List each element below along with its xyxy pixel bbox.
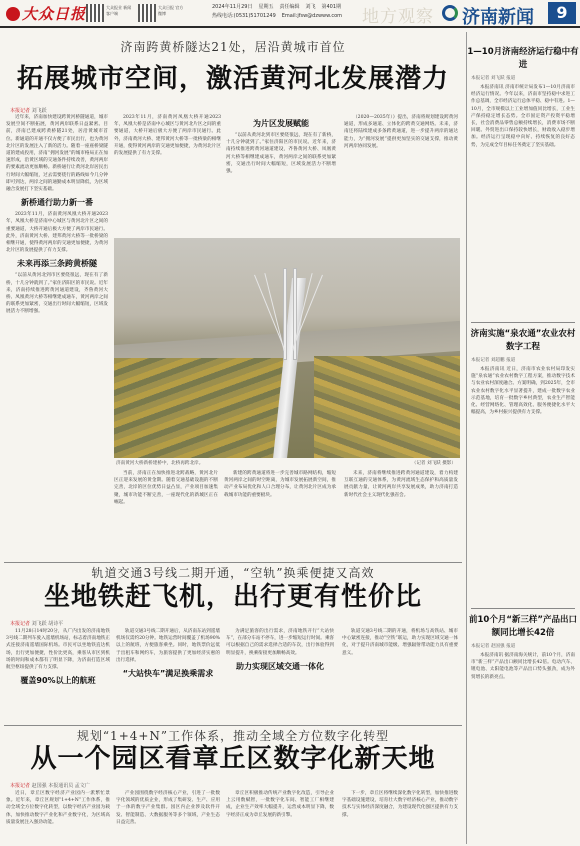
article3-byline [10,782,90,789]
article3-column-2 [116,790,220,846]
qr-caption-2: 大众日报 官方微博 [158,5,184,16]
sidebar-story-3-byline: 本报记者 赵国强 报道 [471,644,516,649]
article2-column-3 [226,628,334,723]
article3-column-1 [6,790,110,846]
byline-name: 刘飞跃 胡诗平 [31,621,64,627]
photo-credit: （记者 刘飞跃 摄影） [411,461,456,466]
article3-kicker: 规划“1+4+N”工作体系，推动全域全方位数字化转型 [76,729,390,743]
sidebar-story-2 [467,328,579,602]
section-swirl-icon [442,5,458,21]
article1-column-5 [114,470,218,560]
article1-paragraph: 2023年11月，济南黄河凤凰大桥开通2023年，凤凰大桥是济南中心城区与黄河北片区之间的重要通道，大桥开通后极大方便了两岸市民通行。此外，济南黄河大桥、建邦黄河大桥等一批桥梁的相继开通，使得黄河两岸的交通更加便捷，为黄河北片区的发展提供了有力支撑。 [114,115,221,157]
article1-paragraph: 2023年11月，济南黄河凤凰大桥开通2023年，凤凰大桥是济南中心城区与黄河北片区之间的重要通道，大桥开通后极大方便了两岸市民通行。此外，济南黄河大桥、建邦黄河大桥等一批桥梁的相继开通，使得黄河两岸的交通更加便捷，为黄河北片区的发展提供了有力支撑。 [6,212,108,254]
article2-kicker: 轨道交通3号线二期开通，“空轨”换乘便捷又高效 [91,566,375,580]
sidebar-story-1-byline: 本报记者 刘飞跃 报道 [471,76,516,81]
byline-label: 本报记者 [10,108,31,114]
article1-subhead-3: 为片区发展赋能 [253,119,309,128]
issue-number: 第401期 [321,4,342,10]
article1-paragraph: “以前从黄河北到市区要绕很远，现在有了新桥，十几分钟就到了。”家住济阳区的市民说。近年来，济南持续推进跨黄河通道建设，齐鲁黄河大桥、凤凰黄河大桥等相继建成通车，黄河两岸之间的联系更加紧密，交通出行时间大幅缩短，区域发展活力不断增强。 [6,273,108,315]
article1-paragraph: 未来，济南将继续推进跨黄河通道建设，着力构建互联互通的交通体系，为黄河流域生态保护和高质量发展贡献力量，让黄河两岸共享发展成果，助力济南打造新时代社会主义现代化强省会。 [344,471,458,498]
article1-paragraph: （2020—2035年）》提出，济南将规划建设跨黄河通道，形成多通道、立体化的跨黄交通网络。未来，济南还将陆续建成多条跨黄通道，进一步提升两岸的通达能力，为“拥河发展”提供更加坚实的交通支撑，推动黄河两岸协同发展。 [344,115,458,149]
article2-subhead-2: “大站快车”满足换乘需求 [122,669,214,679]
article2-paragraph: 轨道交通3号线二期开通后，从济南东站到遥墙机场仅需约20分钟。地铁运营时间覆盖了机场90%以上的航班，方便旅客乘坐。同时，地铁票价远低于出租车和网约车，为旅客提供了更加经济实惠的出行选择。 [116,629,220,663]
article3-column-3 [226,790,334,846]
divider [471,322,575,323]
article2-subhead-3: 助力实现区域交通一体化 [236,661,324,671]
article3-paragraph: 近日，章丘区数字经济产业园内一派繁忙景象。近年来，章丘区规划“1+4+N”工作体系，推动全域全方位数字化转型，以数字经济产业园为载体，加快推动数字产业化和产业数字化，为区域高质量发展注入强劲动能。 [6,791,110,825]
logo-text: 大众日报 [22,5,87,23]
article1-column-2 [114,114,221,236]
byline-label: 本报记者 [10,783,31,789]
article2-column-2 [116,628,220,723]
article1-paragraph: 近年来，济南加快建设跨黄河桥隧通道，城市发展空间不断拓展，黄河两岸联系日益紧密。目前，济南已建成跨黄桥隧21处，居沿黄城市首位。新通道的开通不仅方便了市民出行，也为黄河北片区的发展注入了新的活力。随着一座座桥梁隧道的建成投用，济南“拥河发展”的城市格局正在加速形成，沿黄区域的交通条件持续改善，黄河两岸的要素流动更加顺畅。新桥通行让黄河北岸居民出行时间大幅缩短，过去需要绕行的路线如今几分钟即可到达，两岸之间的通勤成本明显降低，为区域融合发展打下坚实基础。 [6,115,108,193]
article2-paragraph: 轨道交通3号线二期的开通，将机场与高铁站、城市中心紧密连接，推动“空铁”联运，助力实现区域交通一体化，对于提升济南城市能级、增强辐射带动能力具有重要意义。 [342,629,458,656]
qr-code-icon [86,4,104,22]
sidebar-story-1-text: 本报济南讯 济南市统计局发布1—10月济南市经济运行情况。今年以来，济南市坚持稳中求进工作总基调，全市经济运行总体平稳、稳中有进。1—10月，全市规模以上工业增加值同比增长，工业生产保持稳定增长态势。全市固定资产投资平稳增长，社会消费品零售总额持续增长，消费市场不断回暖。外贸进出口保持较快增长，财政收入稳步增加。经济运行呈现稳中向好、持续恢复的良好态势，为完成全年目标任务奠定了坚实基础。 [471,85,575,148]
article1-kicker: 济南跨黄桥隧达21处，居沿黄城市首位 [120,40,346,54]
divider [4,562,462,563]
sidebar [466,32,578,844]
qr-code-icon [138,4,156,22]
byline-name: 赵国强 本报通讯员 孟文广 [31,783,90,789]
article1-paragraph: 新建的跨黄通道将进一步完善城市路网结构，缩短黄河两岸之间的时空距离，为城市发展拓展新空间，推动产业布局优化和人口合理分布，让黄河北片区成为承载城市功能的重要板块。 [224,471,336,498]
sidebar-story-2-text: 本报济南讯 近日，济南市农业农村局印发实施“泉农通”农业农村数字工程方案，推动数字技术与农业农村深度融合。方案明确，到2025年，全市农业农村数字化水平显著提升，建成一批数字农业示范基地，培育一批数字乡村典型，农业生产智能化、经营网络化、管理高效化、服务便捷化水平大幅提高，为乡村振兴提供有力支撑。 [471,367,575,416]
issue-weekday: 星期五 [258,4,274,10]
bridge-aerial-photo [114,238,460,458]
editor-name: 刘飞 [305,4,316,10]
article3-paragraph: 章丘区积极推动传统产业数字化改造，引导企业上云用数赋智，一批数字化车间、智能工厂相继建成，企业生产效率大幅提升，运营成本明显下降，数字经济正成为章丘发展的新引擎。 [226,791,334,818]
main-column [4,32,462,844]
article2-subhead-1: 覆盖90%以上的航班 [20,676,96,686]
sidebar-story-2-byline: 本报记者 刘超鹏 报道 [471,358,516,363]
sidebar-story-1-headline[interactable]: 1—10月济南经济运行稳中有进 [467,47,579,70]
article1-paragraph: “以前从黄河北到市区要绕很远，现在有了新桥，十几分钟就到了。”家住济阳区的市民说。近年来，济南持续推进跨黄河通道建设，齐鲁黄河大桥、凤凰黄河大桥等相继建成通车，黄河两岸之间的联系更加紧密，交通出行时间大幅缩短，区域发展活力不断增强。 [226,133,336,175]
sidebar-story-1 [467,46,579,314]
qr-caption-1: 大众报业 新闻客户端 [106,5,132,16]
sidebar-story-2-headline[interactable]: 济南实施“泉农通”农业农村数字工程 [470,329,576,352]
byline-name: 刘飞跃 [31,108,47,114]
masthead-info [212,3,348,21]
sidebar-story-3-text: 本报济南讯 据济南海关统计，前10个月，济南市“新三样”产品出口额同比增长42倍。电动汽车、锂电池、太阳能电池等产品出口势头强劲，成为外贸增长的新亮点。 [471,653,575,680]
article3-headline[interactable]: 从一个园区看章丘区数字化新天地 [30,744,436,774]
article1-paragraph: 当前，济南正在加快推进北跨战略，黄河北片区正迎来发展的黄金期。随着交通基础设施的不断完善，北岸的区位优势日益凸显，产业项目加速集聚，城市功能不断完善，一座现代化的新城区正在崛起。 [114,471,218,505]
article2-column-1 [6,628,110,723]
sidebar-story-3 [467,614,579,842]
article2-paragraph: 为满足旅客的出行需求，济南地铁开行“大站快车”，在部分车站不停车，进一步缩短运行时间。乘客可以根据自己的需求选择合适的车次，出行体验得到明显提升，换乘衔接更加顺畅高效。 [226,629,334,656]
article3-paragraph: 下一步，章丘区将继续深化数字化转型，加快推进数字基础设施建设，培育壮大数字经济核心产业，推动数字技术与实体经济深度融合，为建设现代化强区提供有力支撑。 [342,791,458,818]
article1-subhead-1: 新桥通行助力新一番 [21,198,93,208]
photo-caption [116,460,456,466]
article1-headline[interactable]: 拓展城市空间，激活黄河北发展潜力 [16,64,449,94]
article3-paragraph: 产业园围绕数字经济核心产业，引进了一批数字化领域的优质企业，形成了集研发、生产、应用于一体的数字产业集群。园区内企业涉及软件开发、智能制造、大数据服务等多个领域，产业生态日益完善。 [116,791,220,825]
article1-column-6 [224,470,336,560]
email: Email:jfsw@dzwww.com [281,13,343,19]
article2-byline [10,620,63,627]
divider [4,725,462,726]
article2-headline[interactable]: 坐地铁赶飞机，出行更有性价比 [43,582,422,612]
byline-label: 本报记者 [10,621,31,627]
article1-column-4 [344,114,458,236]
hotline: 热线电话:(0531)51701249 [212,13,276,19]
section-watermark: 地方观察 [362,7,434,27]
article1-column-1 [6,114,108,560]
farmland-left [114,358,284,458]
article1-subhead-2: 未来再添三条跨黄桥隧 [17,259,97,269]
divider [471,608,575,609]
issue-date: 2024年11月29日 [212,4,253,10]
masthead [0,0,580,28]
photo-caption-text: 济南黄河大桥新桥建桥中，北桥再跨北岸。 [116,461,204,466]
logo-mark-icon [6,7,20,21]
sidebar-story-3-headline[interactable]: 前10个月“新三样”产品出口额同比增长42倍 [468,615,577,638]
article1-column-7 [344,470,458,560]
page-number: 9 [548,2,576,24]
article1-byline [10,107,47,114]
newspaper-logo [6,3,86,24]
article1-column-3 [226,114,336,236]
farmland-right [314,356,460,458]
article2-column-4 [342,628,458,723]
article3-column-4 [342,790,458,846]
section-title: 济南新闻 [462,7,534,28]
editor-label: 责任编辑 [279,4,300,10]
article2-paragraph: 11月28日14时20分，从广内出发的济南地铁3号线二期列车驶入遥墙机场站，标志着济南地铁正式连接济南遥墙国际机场。市民可以坐地铁直达机场，出行更加便捷，性价比更高，乘客从市区到机场的时间和成本都有了明显下降，为济南打造区域航空枢纽提供了有力支撑。 [6,629,110,671]
